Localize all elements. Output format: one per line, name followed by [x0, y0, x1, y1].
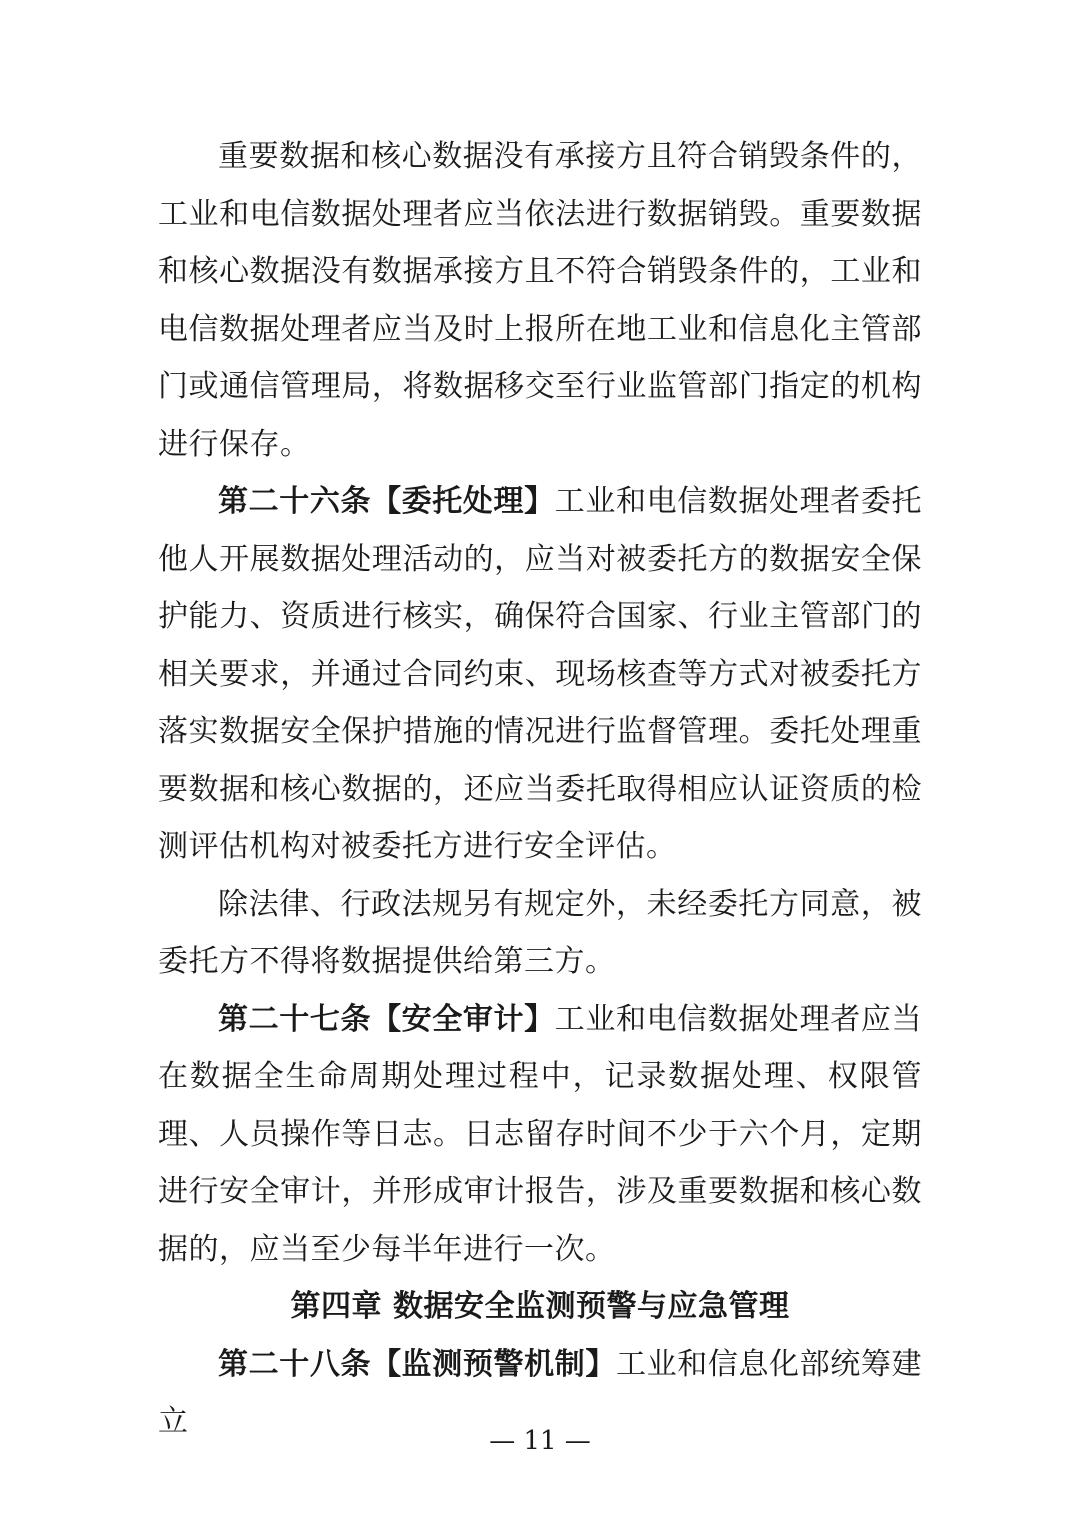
- page-number: — 11 —: [489, 1426, 591, 1456]
- chapter-title: 第四章 数据安全监测预警与应急管理: [290, 1289, 790, 1324]
- document-page: [158, 128, 922, 1451]
- paragraph-data-destruction: 重要数据和核心数据没有承接方且符合销毁条件的，工业和电信数据处理者应当依法进行数据销毁。重要数据和核心数据没有数据承接方且不符合销毁条件的，工业和电信数据处理者应当及时上报所在地工业和信息化主管部门或通信管理局，将数据移交至行业监管部门指定的机构进行保存。: [158, 139, 922, 462]
- paragraph-third-party: 除法律、行政法规另有规定外，未经委托方同意，被委托方不得将数据提供给第三方。: [158, 886, 922, 979]
- article-27-paragraph: [158, 991, 922, 1279]
- article-27-heading: 第二十七条【安全审计】: [218, 1001, 555, 1037]
- article-28-text: 工业和信息化部统筹建立: [158, 1346, 923, 1439]
- article-27-text: 工业和电信数据处理者应当在数据全生命周期处理过程中，记录数据处理、权限管理、人员操作等日志。日志留存时间不少于六个月，定期进行安全审计，并形成审计报告，涉及重要数据和核心数据的，应当至少每半年进行一次。: [158, 1001, 922, 1267]
- article-26-heading: 第二十六条【委托处理】: [218, 484, 555, 519]
- article-26-text: 工业和电信数据处理者委托他人开展数据处理活动的，应当对被委托方的数据安全保护能力、资质进行核实，确保符合国家、行业主管部门的相关要求，并通过合同约束、现场核查等方式对被委托方落实数据安全保护措施的情况进行监督管理。委托处理重要数据和核心数据的，还应当委托取得相应认证资质的检测评估机构对被委托方进行安全评估。: [158, 484, 922, 864]
- article-28-heading: 第二十八条【监测预警机制】: [218, 1346, 616, 1382]
- article-26-paragraph: [158, 473, 922, 876]
